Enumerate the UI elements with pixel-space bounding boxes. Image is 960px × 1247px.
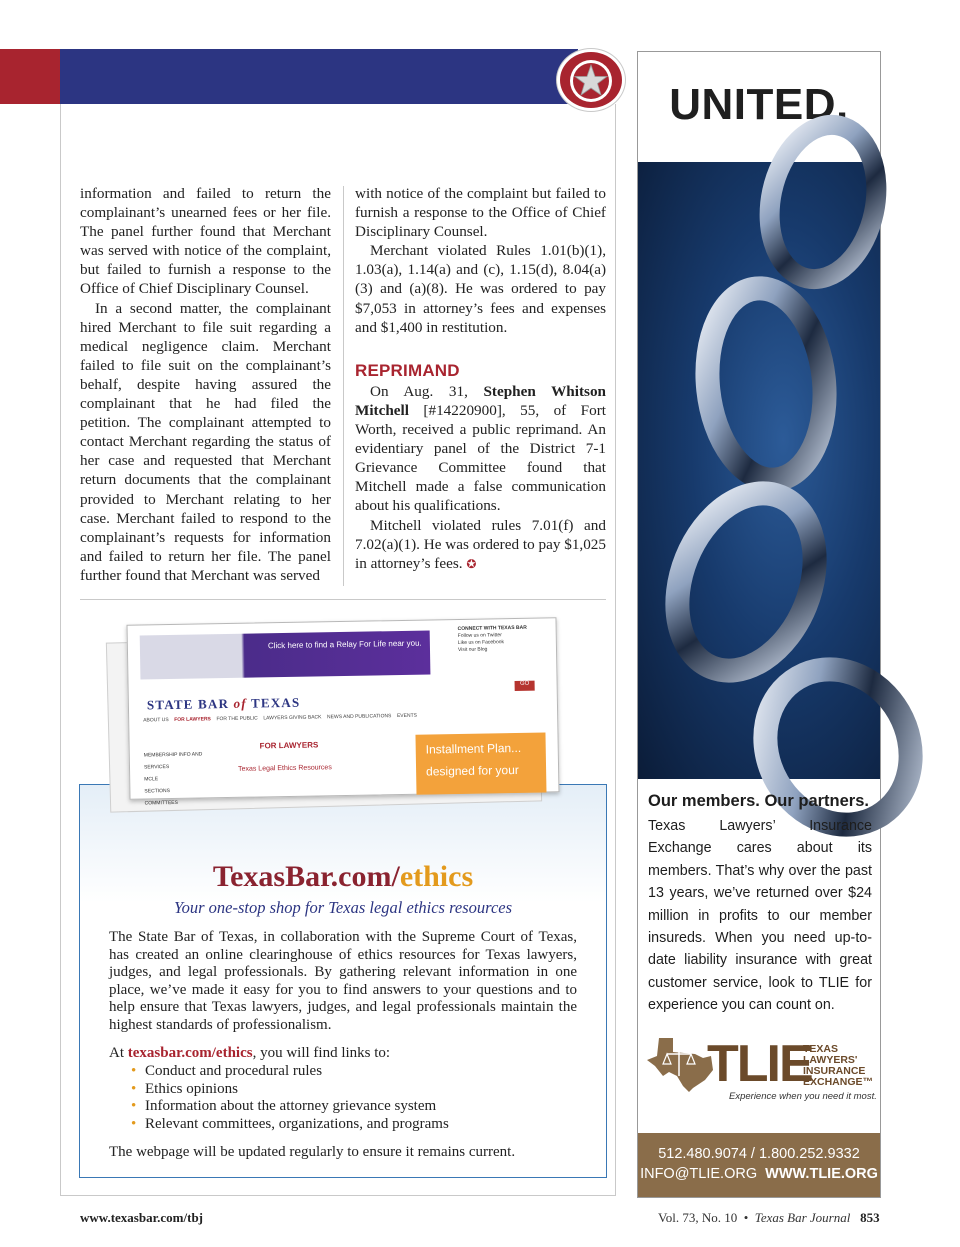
- mockup-nav-item: EVENTS: [396, 712, 418, 720]
- tlie-logo-word: EXCHANGE™: [803, 1076, 874, 1088]
- frame-bottom-rule: [60, 1195, 616, 1196]
- mockup-nav-item: NEWS AND PUBLICATIONS: [326, 713, 392, 721]
- mockup-sidebar-item: MEMBERSHIP INFO AND SERVICES: [143, 751, 203, 771]
- page-number: 853: [860, 1210, 880, 1225]
- tlie-headline: UNITED.: [669, 80, 849, 129]
- mockup-nav-item: FOR LAWYERS: [174, 716, 211, 723]
- mockup-sidebar-item: SECTIONS: [144, 788, 171, 795]
- reprimand-lead: On Aug. 31,: [370, 382, 484, 400]
- footer-folio: [658, 1210, 880, 1226]
- ethics-at-prefix: At: [109, 1045, 128, 1061]
- list-item-label: Relevant committees, organizations, and programs: [145, 1115, 449, 1132]
- mockup-brand: [147, 695, 301, 714]
- ethics-ad-paragraph: The State Bar of Texas, in collaboration with the Supreme Court of Texas, has created an online clearinghouse of ethics resources for Texas lawyers, judges, and legal professionals. By gathering relevant information in one place, we’ve made it easy for you to find answers to your questions and to help ensure that Texas lawyers, judges, and legal professionals maintain the highest standards of professionalism.: [109, 929, 577, 1033]
- reprimand-paragraph: [355, 382, 606, 516]
- tlie-logo-words: [803, 1044, 873, 1088]
- chain-photo: [638, 162, 880, 779]
- end-mark-icon: ✪: [466, 556, 477, 571]
- mockup-brand-of: of: [233, 695, 247, 711]
- tlie-phone[interactable]: 512.480.9074 / 1.800.252.9332: [658, 1146, 860, 1162]
- article-paragraph: Merchant violated Rules 1.01(b)(1), 1.03(a), 1.14(a) and (c), 1.15(d), 8.04(a)(3) and (a)(8). He was ordered to pay $7,053 in attorney’s fees and expenses and $1,400 in restitution.: [355, 242, 606, 336]
- mockup-banner: [140, 630, 431, 679]
- mockup-go-button: GO: [515, 681, 535, 691]
- article-column-1: [80, 184, 331, 585]
- mockup-promo: [415, 732, 546, 794]
- mockup-brand-end: TEXAS: [246, 694, 301, 711]
- tlie-logo-word: INSURANCE: [803, 1065, 866, 1077]
- list-item-label: Ethics opinions: [145, 1080, 238, 1097]
- reprimand-paragraph-2: [355, 516, 606, 574]
- texas-map-icon: [645, 1036, 715, 1092]
- respondent-name: Stephen Whitson Mitchell: [355, 382, 606, 419]
- star-badge: [557, 49, 625, 111]
- tlie-body: Texas Lawyers’ Insurance Exchange cares about its members. That’s why over the past 13 years, we’ve returned over $24 million in profits to our member insureds. When you need up-to-date liability insurance with great customer service, look to TLIE for experience you can count on.: [648, 818, 872, 1014]
- tlie-website[interactable]: WWW.TLIE.ORG: [765, 1166, 878, 1182]
- list-item: [131, 1081, 571, 1099]
- column-divider: [343, 186, 344, 586]
- mockup-sidebar-item: MCLE: [144, 776, 159, 783]
- mockup-connect-box: [458, 624, 555, 662]
- mockup-section-heading: FOR LAWYERS: [259, 740, 319, 751]
- footer-journal: Texas Bar Journal: [754, 1210, 851, 1225]
- ethics-title-path: ethics: [399, 860, 474, 893]
- ethics-at-suffix: , you will find links to:: [252, 1045, 391, 1061]
- footer-url[interactable]: www.texasbar.com/tbj: [80, 1210, 204, 1225]
- header-blue-band: [60, 49, 578, 104]
- tlie-logo-letters: TLIE: [707, 1035, 812, 1093]
- list-item-label: Conduct and procedural rules: [145, 1063, 323, 1079]
- mockup-connect-item: Visit our Blog: [457, 646, 488, 653]
- article-paragraph: In a second matter, the complainant hired Merchant to file suit regarding a medical negligence claim. Merchant failed to file suit on the complainant’s behalf, despite having assured the complainant that he had filed the petition. The complainant attempted to contact Merchant regarding the status of her case and requested that Merchant return documents that the complainant provided to Merchant relating to her case. Merchant failed to respond to the complainant’s requests for information and failed to return her file. The panel further found that Merchant was served: [80, 299, 331, 584]
- mockup-nav-item: ABOUT US: [143, 717, 169, 724]
- mockup-banner-text: Click here to find a Relay For Life near you.: [267, 638, 422, 651]
- article-paragraph: with notice of the complaint but failed to furnish a response to the Office of Chief Disciplinary Counsel.: [355, 185, 606, 241]
- frame-right-rule: [615, 104, 616, 1196]
- article-paragraph: information and failed to return the complainant’s unearned fees or her file. The panel further found that Merchant was served with notice of the complaint, but failed to furnish a response to the Office of Chief Disciplinary Counsel.: [80, 185, 331, 298]
- list-item: [131, 1098, 571, 1116]
- ethics-ad-title: [79, 860, 607, 894]
- bullet-icon: •: [131, 1098, 137, 1114]
- website-mockup: [127, 617, 560, 807]
- footer-bullet: •: [743, 1210, 749, 1225]
- ethics-ad-footer: The webpage will be updated regularly to ensure it remains current.: [109, 1144, 516, 1160]
- mockup-nav-item: FOR THE PUBLIC: [216, 715, 258, 723]
- mockup-connect-item: Follow us on Twitter: [457, 632, 502, 639]
- mockup-connect-item: Like us on Facebook: [457, 639, 505, 646]
- mockup-promo-line: designed for your: [425, 762, 519, 779]
- reprimand-text: [#14220900], 55, of Fort Worth, received a public reprimand. An evidentiary panel of the District 7-1 Grievance Committee found that Mitchell made a false communication about his qualifications.: [355, 401, 606, 515]
- reprimand-violation-text: Mitchell violated rules 7.01(f) and 7.02(a)(1). He was ordered to pay $1,025 in attorney’s fees.: [355, 516, 606, 572]
- mockup-nav-item: LAWYERS GIVING BACK: [263, 714, 322, 722]
- header-red-band: [0, 49, 60, 104]
- tlie-contact-bar: [638, 1133, 880, 1197]
- tlie-email[interactable]: INFO@TLIE.ORG: [640, 1166, 758, 1182]
- mockup-connect-title: CONNECT WITH TEXAS BAR: [457, 624, 527, 632]
- mockup-promo-line: Installment Plan...: [425, 740, 522, 757]
- mockup-brand-main: STATE BAR: [146, 695, 234, 713]
- ethics-title-domain: TexasBar.com/: [212, 860, 400, 893]
- tlie-logo-word: TEXAS: [803, 1043, 839, 1055]
- tlie-logo-word: LAWYERS': [803, 1054, 858, 1066]
- mockup-sidebar-item: COMMITTEES: [144, 799, 179, 807]
- section-heading-reprimand: REPRIMAND: [355, 360, 460, 380]
- mockup-page-link: Texas Legal Ethics Resources: [237, 764, 332, 773]
- mockup-sidebar: [144, 748, 223, 809]
- mockup-nav: [143, 711, 543, 724]
- list-item-label: Information about the attorney grievance system: [145, 1098, 437, 1114]
- ethics-ad-tagline: Your one-stop shop for Texas legal ethics resources: [173, 898, 513, 917]
- list-item: [131, 1063, 571, 1081]
- footer-volume: Vol. 73, No. 10: [658, 1210, 738, 1225]
- bullet-icon: •: [131, 1063, 137, 1079]
- section-separator: [80, 599, 606, 600]
- star-icon: [568, 58, 614, 104]
- tlie-logo: [645, 1032, 877, 1104]
- ethics-link[interactable]: texasbar.com/ethics: [127, 1045, 253, 1061]
- ethics-links-list: [131, 1063, 571, 1133]
- tlie-contact-line: [638, 1164, 880, 1184]
- chain-icon: [638, 162, 880, 779]
- bullet-icon: •: [131, 1115, 137, 1132]
- list-item: [131, 1116, 571, 1134]
- tlie-subhead: Our members. Our partners.: [648, 792, 869, 810]
- tlie-slogan: Experience when you need it most.: [729, 1091, 877, 1102]
- article-column-2: [355, 184, 606, 574]
- ethics-ad-links-intro: [109, 1045, 577, 1063]
- frame-left-rule: [60, 104, 61, 1196]
- bullet-icon: •: [131, 1080, 137, 1097]
